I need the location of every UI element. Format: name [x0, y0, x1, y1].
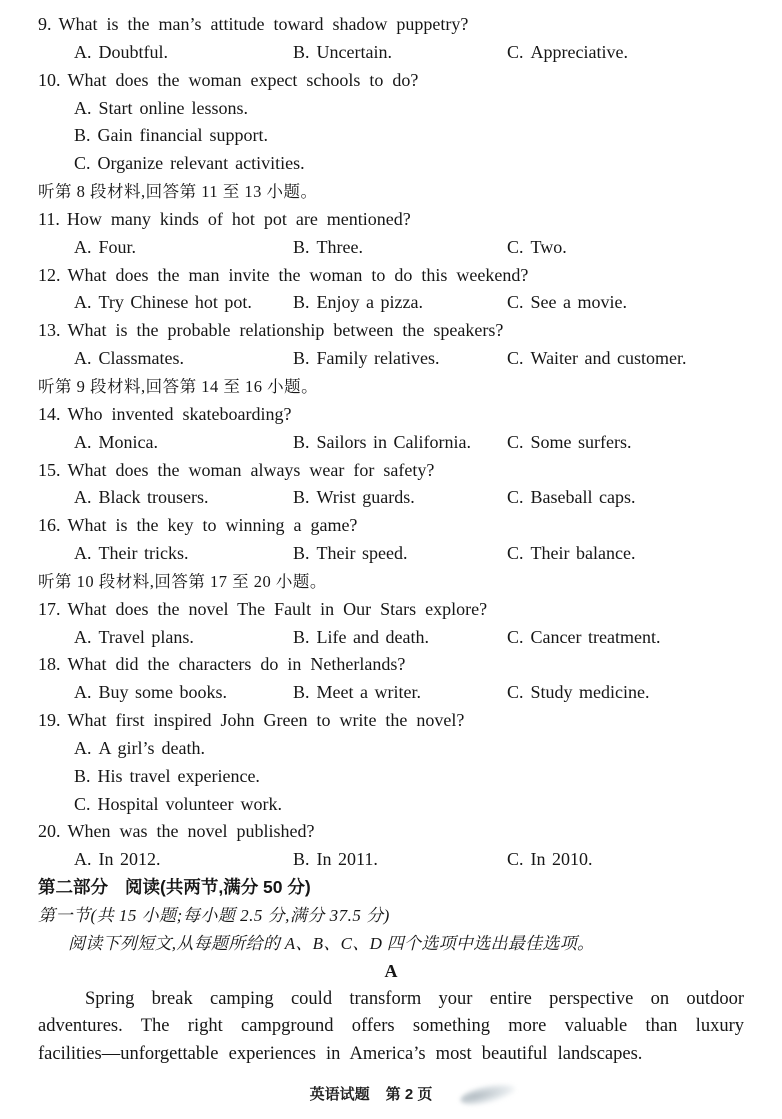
option-text: In 2011.: [316, 849, 378, 870]
question-line: [38, 818, 744, 846]
question-line: [38, 317, 744, 345]
question-text: What first inspired John Green to write the novel?: [67, 710, 465, 731]
option-text: Gain financial support.: [97, 125, 268, 146]
option-text: Their balance.: [530, 543, 636, 564]
option-c: [507, 39, 628, 67]
option-label: A.: [74, 487, 92, 508]
question-line: [38, 401, 744, 429]
option-label: B.: [293, 292, 310, 313]
options-row: [38, 679, 744, 707]
option-text: Monica.: [98, 431, 158, 452]
option-label: A.: [74, 626, 92, 647]
passage-line: facilities—unforgettable experiences in America’s most beautiful landscapes.: [38, 1044, 643, 1065]
option-a: [74, 39, 168, 67]
option-label: B.: [293, 431, 310, 452]
option-label: A.: [74, 236, 92, 257]
question-line: [38, 512, 744, 540]
footer-doc-title: 英语试题: [309, 1086, 370, 1103]
question-number: 18.: [38, 654, 61, 675]
question-line: [38, 206, 744, 234]
question-text: What did the characters do in Netherlands?: [67, 654, 406, 675]
option-label: C.: [74, 793, 91, 814]
option-b: [293, 289, 423, 317]
option-label: B.: [293, 348, 310, 369]
option-label: A.: [74, 737, 92, 758]
question-number: 14.: [38, 403, 61, 424]
question-number: 20.: [38, 821, 61, 842]
option-text: Try Chinese hot pot.: [98, 292, 252, 313]
option-a: [74, 234, 136, 262]
subsection-header: 第一节(共 15 小题;每小题 2.5 分,满分 37.5 分): [38, 906, 390, 925]
option-text: Uncertain.: [316, 41, 392, 62]
option-text: Four.: [98, 236, 137, 257]
option-text: His travel experience.: [97, 765, 260, 786]
option-c: [507, 484, 635, 512]
option-c: [507, 624, 660, 652]
option-label: A.: [74, 292, 92, 313]
option-c: [507, 234, 567, 262]
option-c: [507, 289, 627, 317]
options-row: [38, 429, 744, 457]
option-text: Wrist guards.: [316, 487, 415, 508]
question-line: [38, 262, 744, 290]
question-number: 9.: [38, 14, 52, 34]
option-a: [74, 624, 194, 652]
option-label: A.: [74, 543, 92, 564]
question-line: [38, 596, 744, 624]
option-b: [293, 540, 407, 568]
option-c: [507, 540, 635, 568]
listening-material-note: 听第 8 段材料,回答第 11 至 13 小题。: [38, 182, 318, 202]
question-text: What is the key to winning a game?: [67, 515, 358, 536]
option-text: Three.: [316, 236, 363, 257]
question-line: [38, 707, 744, 735]
option-b: [293, 39, 392, 67]
option-a: [74, 679, 227, 707]
option-line: [38, 150, 744, 178]
option-b: [293, 679, 421, 707]
option-line: [38, 95, 744, 123]
options-row: [38, 484, 744, 512]
option-label: A.: [74, 431, 92, 452]
option-a: [74, 429, 158, 457]
option-c: [507, 345, 687, 373]
part-label: 第二部分: [38, 877, 108, 898]
option-label: A.: [74, 97, 92, 118]
option-label: A.: [74, 41, 92, 62]
passage-line: Spring break camping could transform your entire perspective on outdoor: [85, 988, 744, 1009]
option-text: Classmates.: [98, 348, 184, 369]
option-b: [293, 234, 363, 262]
option-text: Waiter and customer.: [530, 348, 687, 369]
option-a: [74, 846, 161, 874]
footer-page-number: 第 2 页: [385, 1086, 433, 1103]
question-number: 19.: [38, 710, 61, 731]
option-text: Doubtful.: [98, 41, 168, 62]
question-text: What does the man invite the woman to do this weekend?: [67, 264, 529, 285]
listening-material-note: 听第 10 段材料,回答第 17 至 20 小题。: [38, 571, 327, 591]
option-c: [507, 679, 650, 707]
option-label: C.: [507, 292, 524, 313]
question-text: Who invented skateboarding?: [67, 403, 292, 424]
option-label: B.: [293, 41, 310, 62]
options-row: [38, 624, 744, 652]
question-text: How many kinds of hot pot are mentioned?: [66, 208, 411, 229]
option-text: In 2012.: [98, 849, 161, 870]
question-text: What is the probable relationship between the speakers?: [67, 320, 504, 341]
option-text: Family relatives.: [316, 348, 440, 369]
options-row: [38, 234, 744, 262]
question-line: [38, 457, 744, 485]
options-row: [38, 540, 744, 568]
question-number: 12.: [38, 264, 61, 285]
question-number: 13.: [38, 320, 61, 341]
option-text: Study medicine.: [530, 682, 650, 703]
option-line: [38, 763, 744, 791]
option-b: [293, 429, 471, 457]
options-row: [38, 846, 744, 874]
option-text: Two.: [530, 236, 567, 257]
option-label: C.: [507, 682, 524, 703]
options-row: [38, 345, 744, 373]
option-label: B.: [293, 236, 310, 257]
option-line: [38, 735, 744, 763]
option-label: C.: [507, 543, 524, 564]
question-number: 10.: [38, 69, 61, 90]
option-label: B.: [74, 125, 91, 146]
option-label: B.: [74, 765, 91, 786]
option-label: B.: [293, 543, 310, 564]
option-text: See a movie.: [530, 292, 627, 313]
option-c: [507, 846, 593, 874]
option-a: [74, 289, 252, 317]
question-line: [38, 67, 744, 95]
options-row: [38, 289, 744, 317]
option-text: Their speed.: [316, 543, 408, 564]
question-text: What is the man’s attitude toward shadow puppetry?: [58, 14, 469, 34]
option-label: A.: [74, 348, 92, 369]
listening-material-note: 听第 9 段材料,回答第 14 至 16 小题。: [38, 376, 319, 396]
option-text: In 2010.: [530, 849, 593, 870]
question-line: [38, 651, 744, 679]
question-text: What does the novel The Fault in Our Stars explore?: [67, 598, 488, 619]
option-label: B.: [293, 849, 310, 870]
page-footer: [0, 1082, 762, 1108]
option-line: [38, 122, 744, 150]
option-text: Meet a writer.: [316, 682, 421, 703]
option-label: C.: [507, 487, 524, 508]
option-a: [74, 540, 188, 568]
option-text: Buy some books.: [98, 682, 228, 703]
option-label: C.: [507, 41, 524, 62]
option-label: A.: [74, 849, 92, 870]
part-title: 阅读(共两节,满分 50 分): [125, 877, 311, 898]
option-a: [74, 484, 208, 512]
question-number: 11.: [38, 208, 60, 229]
option-text: Travel plans.: [98, 626, 194, 647]
option-label: C.: [507, 236, 524, 257]
option-a: [74, 345, 184, 373]
option-label: C.: [74, 153, 91, 174]
option-text: Baseball caps.: [530, 487, 636, 508]
exam-content: [38, 11, 744, 1069]
question-line: [38, 11, 744, 39]
option-label: B.: [293, 682, 310, 703]
question-text: What does the woman expect schools to do?: [67, 69, 419, 90]
option-text: Appreciative.: [530, 41, 628, 62]
option-b: [293, 345, 440, 373]
reading-instruction: 阅读下列短文,从每题所给的 A、B、C、D 四个选项中选出最佳选项。: [68, 933, 595, 953]
option-label: B.: [293, 487, 310, 508]
option-text: Life and death.: [316, 626, 429, 647]
option-text: Cancer treatment.: [530, 626, 661, 647]
option-label: C.: [507, 348, 524, 369]
option-b: [293, 484, 415, 512]
option-label: C.: [507, 626, 524, 647]
question-number: 16.: [38, 515, 61, 536]
passage-label: A: [384, 960, 398, 981]
option-text: Enjoy a pizza.: [316, 292, 423, 313]
option-text: Some surfers.: [530, 431, 632, 452]
question-text: When was the novel published?: [67, 821, 315, 842]
passage-line: adventures. The right campground offers something more valuable than luxury: [38, 1016, 744, 1037]
section-part-header: [38, 874, 744, 902]
option-label: C.: [507, 849, 524, 870]
option-text: Organize relevant activities.: [97, 153, 305, 174]
question-number: 17.: [38, 598, 61, 619]
option-b: [293, 624, 429, 652]
option-line: [38, 791, 744, 819]
options-row: [38, 39, 744, 67]
option-text: Black trousers.: [98, 487, 209, 508]
option-label: B.: [293, 626, 310, 647]
option-c: [507, 429, 632, 457]
option-label: A.: [74, 682, 92, 703]
option-text: Hospital volunteer work.: [97, 793, 282, 814]
option-text: A girl’s death.: [98, 737, 205, 758]
option-text: Start online lessons.: [98, 97, 248, 118]
option-label: C.: [507, 431, 524, 452]
question-text: What does the woman always wear for safety?: [67, 459, 435, 480]
option-b: [293, 846, 378, 874]
question-number: 15.: [38, 459, 61, 480]
option-text: Sailors in California.: [316, 431, 471, 452]
option-text: Their tricks.: [98, 543, 189, 564]
